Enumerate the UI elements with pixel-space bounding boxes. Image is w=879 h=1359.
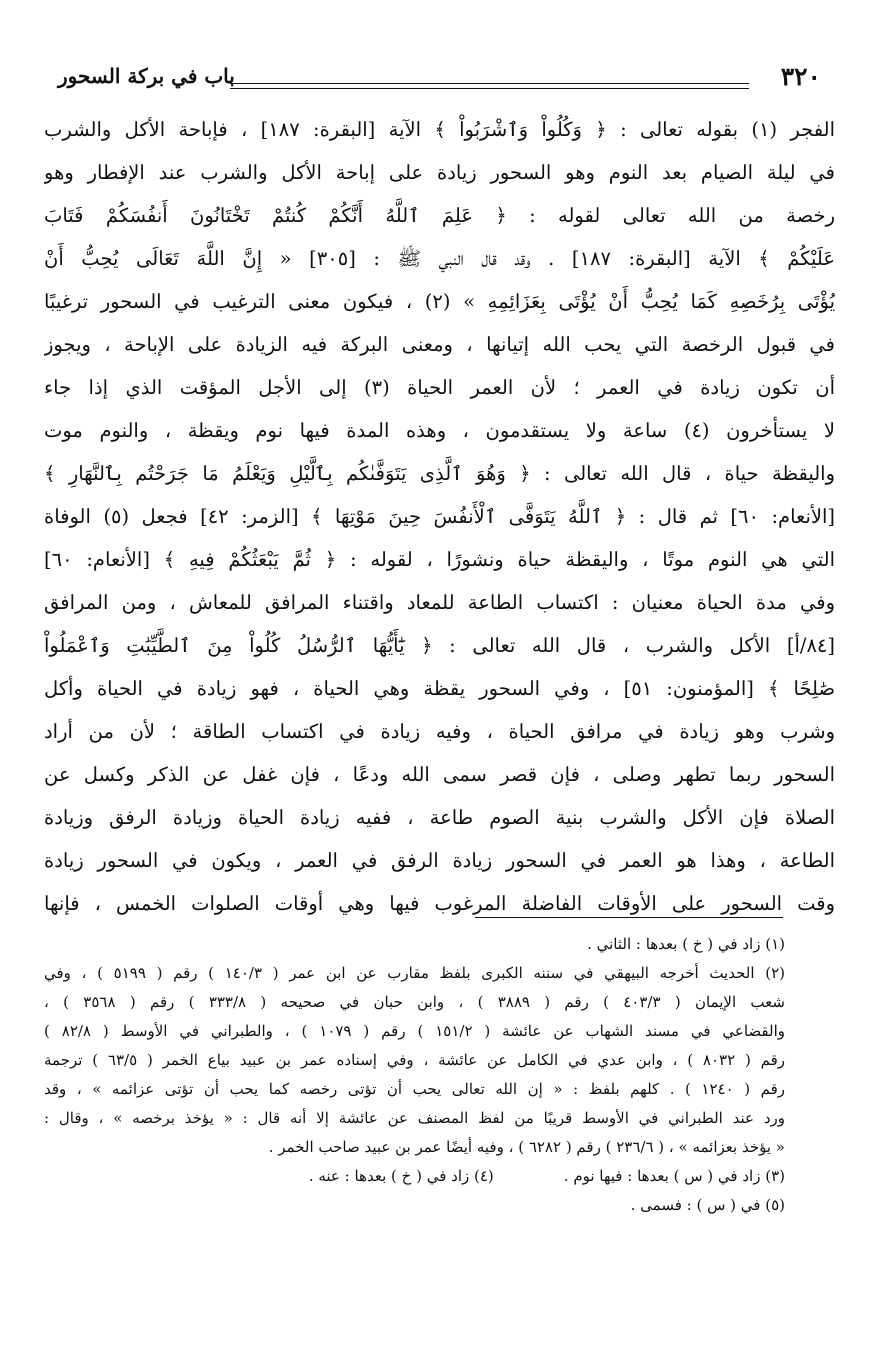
text-line: عَلَيْكُمْ ﴾ الآية [البقرة: ١٨٧] . وقد قال النبي ﷺ : [٣٠٥] « إِنَّ اللَّهَ تَعَالَى يُحِبُّ أَنْ [44, 247, 835, 270]
page-number: ٣٢٠ [780, 62, 821, 91]
text-line: التي هي النوم موتًا ، واليقظة حياة ونشورًا ، لقوله : ﴿ ثُمَّ يَبْعَثُكُمْ فِيهِ ﴾ [الأنعام: ٦٠] [44, 548, 835, 571]
text-line: وشرب وهو زيادة في مرافق الحياة ، وفيه زيادة في اكتساب الطاقة ؛ لأن من أراد [44, 720, 835, 743]
running-title: باب في بركة السحور [58, 64, 235, 88]
text-line: صَٰلِحًا ﴾ [المؤمنون: ٥١] ، وفي السحور يقظة وهي الحياة ، فهو زيادة في الحياة وأكل [44, 677, 835, 700]
text-line: في قبول الرخصة التي يحب الله إتيانها ، ومعنى البركة فيه الزيادة على الإباحة ، ويجوز [44, 333, 835, 356]
footnote-3: (٣) زاد في ( س ) بعدها : فيها نوم . [563, 1167, 785, 1185]
footnote-2-line: رقم ( ٨٠٣٢ ) ، وابن عدي في الكامل عن عائشة ، وفي إسناده عمر بن عبيد بياع الخمر ( ٦٣/٥ ) ترجمة [44, 1051, 785, 1069]
footnote-3-4-row [44, 1162, 785, 1191]
footnote-2-line: (٢) الحديث أخرجه البيهقي في سننه الكبرى بلفظ مقارب عن ابن عمر ( ١٤٠/٣ ) رقم ( ٥١٩٩ ) ، وفي [44, 964, 785, 982]
text-line: الصلاة فإن الأكل والشرب بنية الصوم طاعة ، ففيه زيادة الحياة وزيادة الرفق وزيادة [44, 806, 835, 829]
main-text [44, 108, 835, 925]
header-rule-double [230, 88, 749, 89]
text-line: أن تكون زيادة في العمر ؛ لأن العمر الحياة (٣) إلى الأجل المؤقت الذي إذا جاء [44, 376, 835, 399]
text-line: رخصة من الله تعالى لقوله : ﴿ عَلِمَ ٱللَّهُ أَنَّكُمْ كُنتُمْ تَخْتَانُونَ أَنفُسَكُمْ فَتَابَ [44, 204, 835, 227]
footnote-gap [494, 1162, 564, 1191]
footnote-2-line: ورد عند الطبراني في الأوسط قريبًا من لفظ المصنف عن عائشة إلا أنه قال : « يؤخذ برخصه » ، وقال : [44, 1109, 785, 1127]
text-line: واليقظة حياة ، قال الله تعالى : ﴿ وَهُوَ ٱلَّذِى يَتَوَفَّىٰكُم بِٱلَّيْلِ وَيَعْلَمُ مَا جَرَحْتُم بِٱلنَّهَارِ ﴾ [44, 462, 835, 485]
text-line: السحور ربما تطهر وصلى ، فإن قصر سمى الله ودعًا ، فإن غفل عن الذكر وكسل عن [44, 763, 835, 786]
text-line: [الأنعام: ٦٠] ثم قال : ﴿ ٱللَّهُ يَتَوَفَّى ٱلْأَنفُسَ حِينَ مَوْتِهَا ﴾ [الزمر: ٤٢] فجعل (٥) الوفاة [44, 505, 835, 528]
footnotes [44, 930, 785, 1220]
text-line: الطاعة ، وهذا هو العمر في السحور زيادة الرفق في العمر ، ويكون في السحور زيادة [44, 849, 835, 872]
text-line: لا يستأخرون (٤) ساعة ولا يستقدمون ، وهذه المدة فيها نوم ويقظة ، والنوم موت [44, 419, 835, 442]
footnote-separator [475, 917, 783, 918]
footnote-5: (٥) في ( س ) : فسمى . [630, 1196, 785, 1214]
text-line: وقت السحور على الأوقات الفاضلة المرغوب فيها وهي أوقات الصلوات الخمس ، فإنها [44, 892, 835, 915]
text-line: في ليلة الصيام بعد النوم وهو السحور زيادة على إباحة الأكل والشرب عند الإفطار وهو [44, 161, 835, 184]
text-line: وفي مدة الحياة معنيان : اكتساب الطاعة للمعاد واقتناء المرافق للمعاش ، ومن المرافق [44, 591, 835, 614]
text-line: الفجر (١) بقوله تعالى : ﴿ وَكُلُواْ وَٱشْرَبُواْ ﴾ الآية [البقرة: ١٨٧] ، فإباحة الأكل والشرب [44, 118, 835, 141]
footnote-2-line: والقضاعي في مسند الشهاب عن عائشة ( ١٥١/٢ ) رقم ( ١٠٧٩ ) ، والطبراني في الأوسط ( ٨٢/٨ ) [44, 1022, 785, 1040]
footnote-2-line: « يؤخذ بعزائمه » ، ( ٢٣٦/٦ ) رقم ( ٦٢٨٢ ) ، وفيه أيضًا عمر بن عبيد صاحب الخمر . [268, 1138, 785, 1156]
footnote-1: (١) زاد في ( خ ) بعدها : الثاني . [587, 935, 785, 953]
header-rule [230, 83, 749, 84]
text-line: [٨٤/أ] الأكل والشرب ، قال الله تعالى : ﴿ يَٰٓأَيُّهَا ٱلرُّسُلُ كُلُواْ مِنَ ٱلطَّيِّبَٰتِ وَٱعْمَلُواْ [44, 634, 835, 657]
text-line: يُؤْتَى بِرُخَصِهِ كَمَا يُحِبُّ أَنْ يُؤْتَى بِعَزَائِمِهِ » (٢) ، فيكون معنى الترغيب في السحور ترغيبًا [44, 290, 835, 313]
footnote-2-line: شعب الإيمان ( ٤٠٣/٣ ) رقم ( ٣٨٨٩ ) ، وابن حبان في صحيحه ( ٣٣٣/٨ ) رقم ( ٣٥٦٨ ) ، [44, 993, 785, 1011]
footnote-2-line: رقم ( ١٢٤٠ ) . كلهم بلفظ : « إن الله تعالى يحب أن تؤتى رخصه كما يحب أن تؤتى عزائمه » ، وقد [44, 1080, 785, 1098]
footnote-4: (٤) زاد في ( خ ) بعدها : عنه . [308, 1167, 494, 1185]
